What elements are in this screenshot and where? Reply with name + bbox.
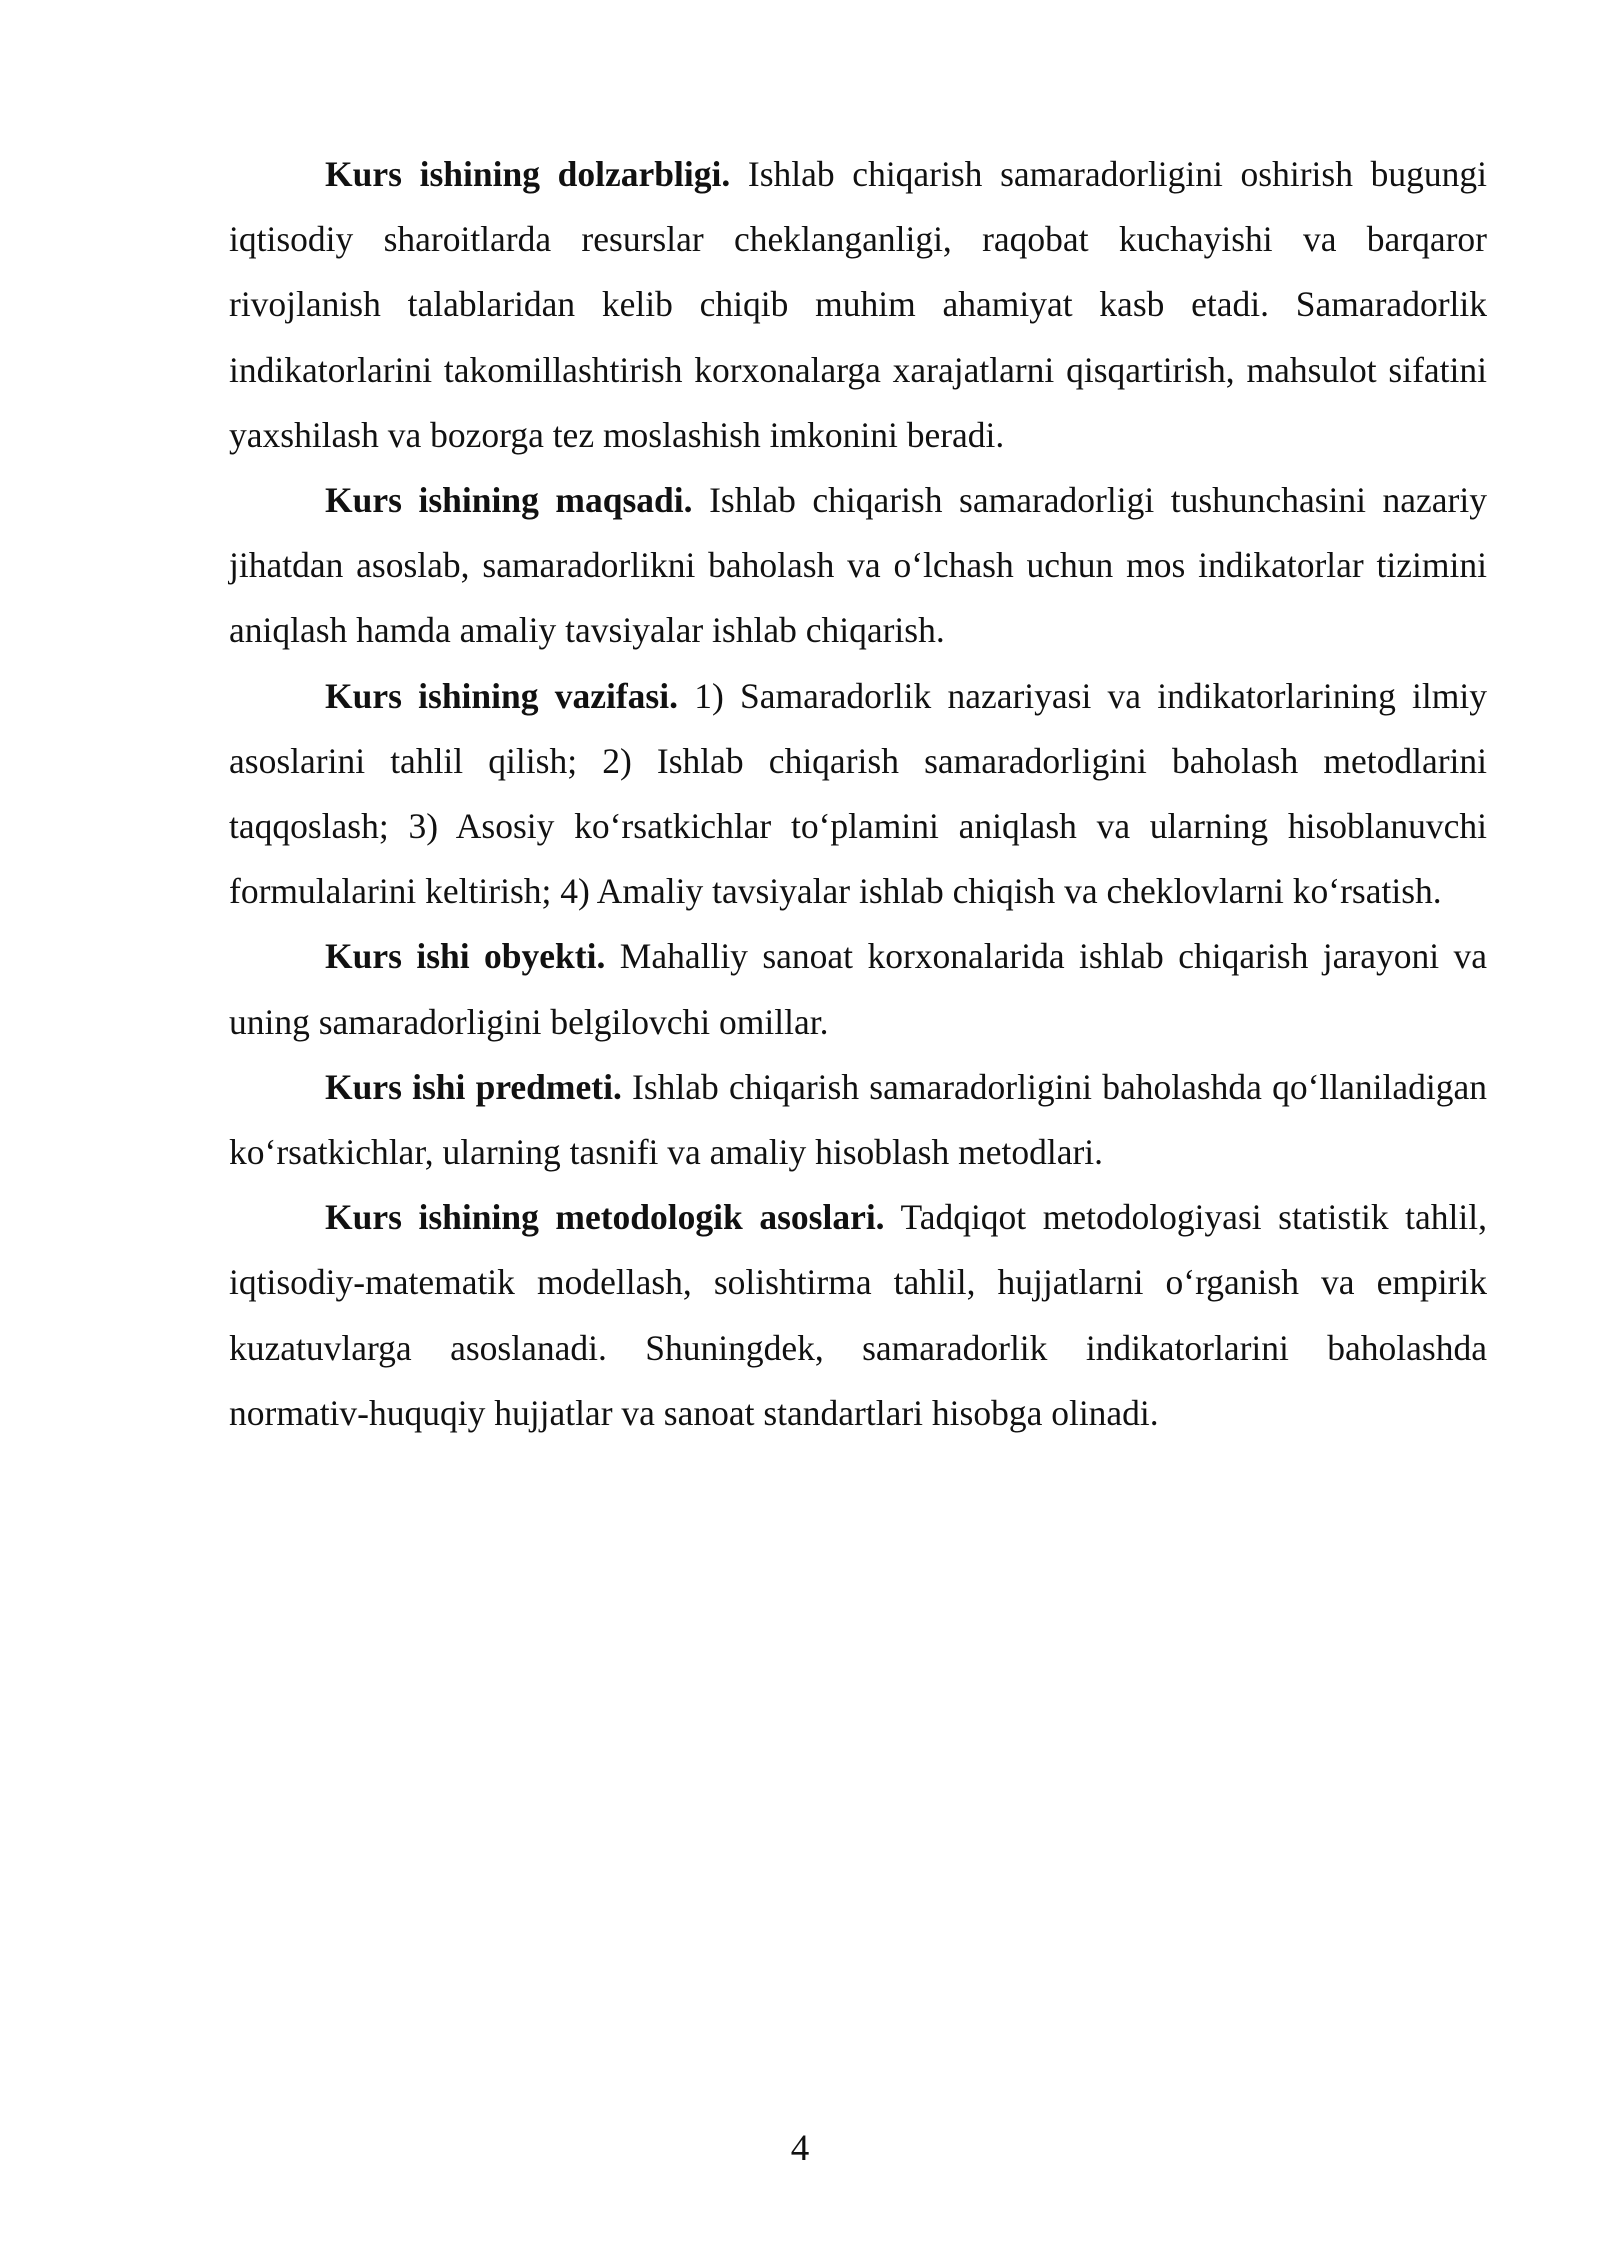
paragraph-heading: Kurs ishi predmeti. [325,1066,622,1107]
paragraph-heading: Kurs ishi obyekti. [325,936,606,977]
paragraph-text: Ishlab chiqarish samaradorligini oshirish bugungi iqtisodiy sharoitlarda resurslar cheklanganligi, raqobat kuchayishi va barqaror rivojlanish talablaridan kelib chiqib muhim ahamiyat kasb etadi. Samaradorlik indikatorlarini takomillashtirish korxonalarga xarajatlarni qisqartirish, mahsulot sifatini yaxshilash va bozorga tez moslashish imkonini beradi. [229,154,1488,455]
paragraph-heading: Kurs ishining maqsadi. [325,480,693,521]
paragraph-text: Ishlab chiqarish samaradorligi tushunchasini nazariy jihatdan asoslab, samaradorlikni baholash va o‘lchash uchun mos indikatorlar tizimini aniqlash hamda amaliy tavsiyalar ishlab chiqarish. [229,480,1487,651]
paragraph-heading: Kurs ishining dolzarbligi. [325,154,731,194]
paragraph-heading: Kurs ishining metodologik asoslari. [325,1197,885,1238]
page-number: 4 [790,2128,810,2169]
paragraph-text: 1) Samaradorlik nazariyasi va indikatorlarining ilmiy asoslarini tahlil qilish; 2) Ishlab chiqarish samaradorligini baholash metodlarini taqqoslash; 3) Asosiy ko‘rsatkichlar to‘plamini aniqlash va ularning hisoblanuvchi formulalarini keltirish; 4) Amaliy tavsiyalar ishlab chiqish va cheklovlarni ko‘rsatish. [229,675,1487,912]
paragraph-vazifasi [229,664,1487,925]
body-text [229,142,1487,1446]
paragraph-text: Mahalliy sanoat korxonalarida ishlab chiqarish jarayoni va uning samaradorligini belgilovchi omillar. [229,936,1487,1042]
paragraph-maqsadi [229,468,1487,664]
paragraph-obyekti [229,924,1487,1054]
paragraph-text: Ishlab chiqarish samaradorligini baholashda qo‘llaniladigan ko‘rsatkichlar, ularning tasnifi va amaliy hisoblash metodlari. [229,1066,1488,1173]
paragraph-text: Tadqiqot metodologiyasi statistik tahlil, iqtisodiy-matematik modellash, solishtirma tahlil, hujjatlarni o‘rganish va empirik kuzatuvlarga asoslanadi. Shuningdek, samaradorlik indikatorlarini baholashda normativ-huquqiy hujjatlar va sanoat standartlari hisobga olinadi. [229,1197,1487,1433]
paragraph-dolzarbligi [229,142,1487,468]
paragraph-predmeti [229,1055,1487,1185]
paragraph-heading: Kurs ishining vazifasi. [325,675,678,716]
paragraph-metodologik-asoslari [229,1185,1487,1446]
